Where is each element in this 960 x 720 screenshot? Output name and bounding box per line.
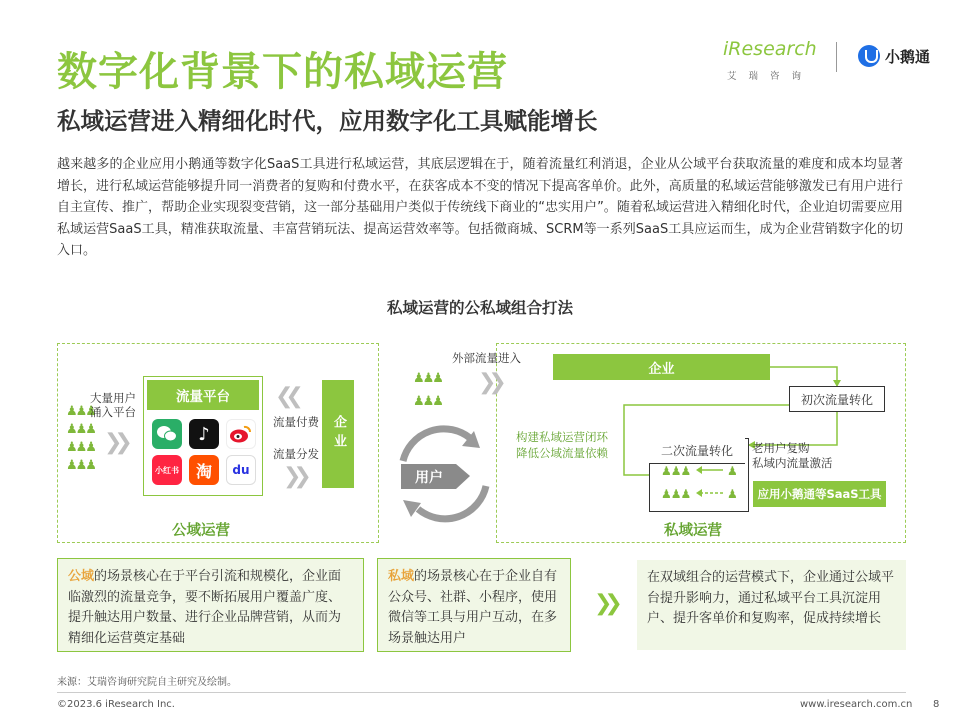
douyin-icon: ♪ xyxy=(189,419,219,449)
baidu-icon: du xyxy=(226,455,256,485)
reactivate-label xyxy=(752,441,833,471)
footer-divider xyxy=(57,692,906,693)
public-domain-note xyxy=(57,558,364,652)
note3-text: 在双域组合的运营模式下，企业通过公域平台提升影响力，通过私域平台工具沉淀用户、提升客单价和复购率，促成持续增长 xyxy=(647,570,895,626)
loop-label-line2: 降低公域流量依赖 xyxy=(516,446,608,460)
reactivate-line2: 私域内流量激活 xyxy=(752,456,833,470)
xiaohongshu-icon: 小红书 xyxy=(152,455,182,485)
traffic-distribute-label: 流量分发 xyxy=(273,447,319,461)
first-conversion-box: 初次流量转化 xyxy=(789,386,885,412)
diagram-title: 私域运营的公私域组合打法 xyxy=(386,299,573,317)
note2-text: 的场景核心在于企业自有公众号、社群、小程序，使用微信等工具与用户互动，在多场景触达用户 xyxy=(388,569,558,646)
company-box-left xyxy=(322,380,354,488)
combined-mode-note xyxy=(637,560,906,650)
xiaoetong-logo-text: 小鹅通 xyxy=(885,48,931,66)
company-box-right: 企业 xyxy=(553,354,770,380)
chevron-right-icon: ❯❯ xyxy=(594,591,615,616)
second-conversion-box: 二次流量转化 xyxy=(649,438,745,464)
private-domain-note xyxy=(377,558,571,652)
public-domain-label: 公域运营 xyxy=(172,523,230,539)
users-flood-line2: 涌入平台 xyxy=(90,405,136,419)
note2-highlight: 私域 xyxy=(388,569,415,584)
user-label: 用户 xyxy=(415,470,443,486)
chevron-left-icon: ❯❯ xyxy=(283,384,304,409)
traffic-platform-header: 流量平台 xyxy=(147,380,259,410)
center-cycle-head-bottom xyxy=(403,500,421,517)
taobao-icon: 淘 xyxy=(189,455,219,485)
users-flood-label xyxy=(90,391,136,419)
loop-label xyxy=(516,429,608,461)
traffic-pay-label: 流量付费 xyxy=(273,415,319,429)
center-cycle-arc-bottom xyxy=(418,486,486,519)
weibo-icon xyxy=(226,419,256,449)
page-subtitle: 私域运营进入精细化时代，应用数字化工具赋能增长 xyxy=(57,107,598,135)
private-domain-label: 私域运营 xyxy=(664,523,722,539)
page-number: 8 xyxy=(933,699,940,710)
wechat-icon xyxy=(152,419,182,449)
source-note: 来源：艾瑞咨询研究院自主研究及绘制。 xyxy=(57,677,237,688)
person-icon: ♟ ♟ xyxy=(727,464,736,501)
center-cycle-arc-top xyxy=(403,429,470,461)
intro-paragraph: 越来越多的企业应用小鹅通等数字化SaaS工具进行私域运营，其底层逻辑在于，随着流量红利消退，企业从公域平台获取流量的难度和成本均显著增长，进行私域运营能够提升同一消费者的复购和付费水平，在获客成本不变的情况下提高客单价。此外，高质量的私域运营能够激发已有用户进行自主宣传、推广，帮助企业实现裂变营销，这一部分基础用户类似于传统线下商业的“忠实用户”。随着私域运营进入精细化时代，企业迫切需要应用私域运营SaaS工具，精准获取流量、丰富营销玩法、提高运营效率等。包括微商城、SCRM等一系列SaaS工具应运而生，成为企业营销数字化的切入口。 xyxy=(57,157,903,258)
copyright: ©2023.6 iResearch Inc. xyxy=(57,699,175,710)
iresearch-logo-cn: 艾瑞咨询 xyxy=(727,71,814,82)
iresearch-logo-text: iResearch xyxy=(723,38,817,60)
note1-highlight: 公域 xyxy=(68,569,95,584)
saas-tool-box: 应用小鹅通等SaaS工具 xyxy=(753,481,886,507)
users-flood-line1: 大量用户 xyxy=(90,391,136,405)
chevron-right-icon: ❯❯ xyxy=(104,430,125,455)
chevron-right-icon: ❯❯ xyxy=(478,370,499,395)
external-traffic-label: 外部流量进入 xyxy=(452,351,521,365)
people-group-icon: ♟♟♟ ♟♟♟ xyxy=(413,371,442,409)
note1-text: 的场景核心在于平台引流和规模化，企业面临激烈的流量竞争，要不断拓展用户覆盖广度、提升触达用户数量、进行企业品牌营销，从而为精细化运营奠定基础 xyxy=(68,569,342,646)
company-label-left: 企业 xyxy=(331,415,346,453)
website-link[interactable]: www.iresearch.com.cn xyxy=(800,699,913,710)
people-group-icon: ♟♟♟ ♟♟♟ xyxy=(661,464,691,501)
page-title: 数字化背景下的私域运营 xyxy=(57,49,508,95)
app-icon-grid xyxy=(152,419,256,487)
reactivate-line1: 老用户复购 xyxy=(752,441,810,455)
loop-label-line1: 构建私域运营闭环 xyxy=(516,430,608,444)
people-group-icon: ♟♟♟ ♟♟♟ ♟♟♟ ♟♟♟ xyxy=(66,404,95,473)
chevron-right-icon: ❯❯ xyxy=(283,464,304,489)
